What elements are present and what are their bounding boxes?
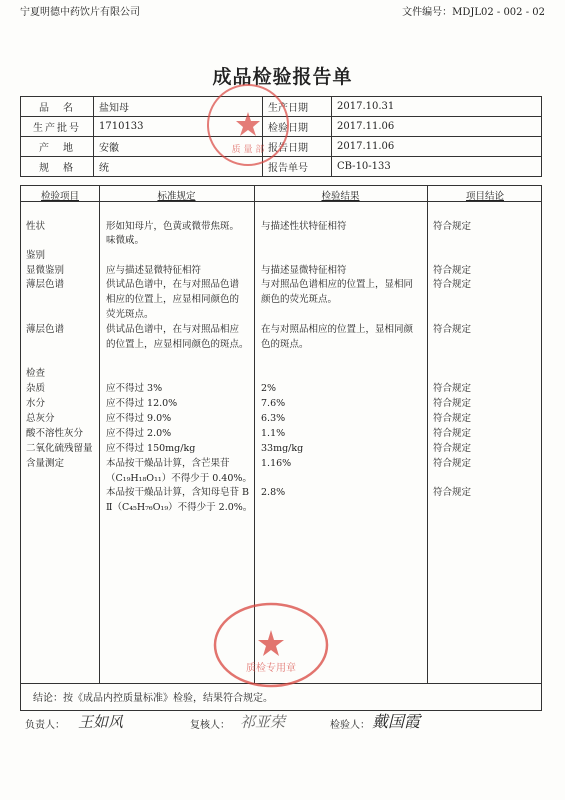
standard-text: 应不得过 150mg/kg (106, 443, 196, 454)
column-header-item: 检验项目 (40, 191, 79, 202)
result-text: 色的斑点。 (261, 339, 309, 350)
test-date-value: 2017.11.06 (332, 117, 542, 137)
result-text: 颜色的荧光斑点。 (261, 294, 338, 305)
inspector-label: 检验人： (330, 720, 370, 731)
result-text: 2.8% (261, 487, 286, 498)
result-text: 6.3% (261, 413, 286, 424)
section-heading: 鉴别 (26, 250, 46, 261)
company-name: 宁夏明德中药饮片有限公司 (20, 7, 140, 18)
item-name: 二氧化硫残留量 (26, 443, 93, 454)
column-divider (99, 186, 100, 684)
document-number: 文件编号：MDJL02 - 002 - 02 (402, 7, 545, 18)
column-divider (427, 186, 428, 684)
conclusion-text: 符合规定 (433, 443, 472, 454)
batch-value: 1710133 (94, 117, 263, 137)
conclusion-text: 符合规定 (433, 413, 472, 424)
standard-text: 应不得过 2.0% (106, 428, 172, 439)
origin-value: 安徽 (94, 137, 263, 157)
conclusion-text: 符合规定 (433, 428, 472, 439)
conclusion-text-line: 结论：按《成品内控质量标准》检验，结果符合规定。 (33, 693, 273, 704)
standard-text: 味微咸。 (106, 235, 145, 246)
standard-text: 应与描述显微特征相符 (106, 265, 202, 276)
responsible-person-signature: 王如风 (78, 713, 124, 731)
spec-value: 统 (94, 157, 263, 177)
production-date-value: 2017.10.31 (332, 97, 542, 117)
standard-text: Ⅱ（C₄₅H₇₆O₁₉）不得少于 2.0%。 (106, 502, 253, 513)
report-number-value: CB-10-133 (332, 157, 542, 177)
quality-dept-stamp (205, 82, 291, 168)
origin-label: 产 地 (21, 137, 94, 157)
result-text: 与对照品色谱相应的位置上，显相同 (261, 279, 414, 290)
svg-text:质检专用章: 质检专用章 (246, 663, 296, 674)
standard-text: 荧光斑点。 (106, 309, 154, 320)
item-name: 性状 (26, 221, 46, 232)
conclusion-text: 符合规定 (433, 279, 472, 290)
item-name: 显微鉴别 (26, 265, 65, 276)
conclusion-text: 符合规定 (433, 324, 472, 335)
standard-text: 本品按干燥品计算，含芒果苷 (106, 458, 230, 469)
standard-text: 形如知母片，色黄或微带焦斑。 (106, 221, 240, 232)
standard-text: 本品按干燥品计算，含知母皂苷 B (106, 487, 250, 498)
column-header-conclusion: 项目结论 (465, 191, 504, 202)
standard-text: （C₁₉H₁₈O₁₁）不得少于 0.40%。 (106, 473, 252, 484)
conclusion-text: 符合规定 (433, 398, 472, 409)
item-name: 薄层色谱 (26, 324, 65, 335)
report-date-label: 报告日期 (263, 137, 332, 157)
item-name: 杂质 (26, 383, 46, 394)
conclusion-text: 符合规定 (433, 383, 472, 394)
section-heading: 检查 (26, 368, 46, 379)
result-text: 1.16% (261, 458, 292, 469)
report-date-value: 2017.11.06 (332, 137, 542, 157)
column-header-result: 检验结果 (321, 191, 360, 202)
product-label: 品 名 (21, 97, 94, 117)
item-name: 薄层色谱 (26, 279, 65, 290)
result-text: 在与对照品相应的位置上，显相同颜 (261, 324, 414, 335)
conclusion-text: 符合规定 (433, 458, 472, 469)
svg-text:质 量 部: 质 量 部 (231, 145, 265, 155)
item-name: 总灰分 (26, 413, 55, 424)
product-value: 盐知母 (94, 97, 263, 117)
item-name: 水分 (26, 398, 46, 409)
page-header (0, 0, 565, 22)
result-text: 1.1% (261, 428, 286, 439)
report-number-label: 报告单号 (263, 157, 332, 177)
standard-text: 应不得过 12.0% (106, 398, 178, 409)
result-text: 33mg/kg (261, 443, 304, 454)
standard-text: 供试品色谱中，在与对照品色谱 (106, 279, 240, 290)
item-name: 含量测定 (26, 458, 65, 469)
standard-text: 相应的位置上，应显相同颜色的 (106, 294, 240, 305)
test-date-label: 检验日期 (263, 117, 332, 137)
reviewer-signature: 祁亚荣 (240, 713, 286, 731)
standard-text: 的位置上，应显相同颜色的斑点。 (106, 339, 249, 350)
responsible-person-label: 负责人： (25, 720, 65, 731)
result-text: 2% (261, 383, 277, 394)
item-name: 酸不溶性灰分 (26, 428, 84, 439)
inspector-signature: 戴国霞 (372, 712, 421, 731)
standard-text: 应不得过 3% (106, 383, 163, 394)
result-text: 与描述性状特征相符 (261, 221, 347, 232)
conclusion-text: 符合规定 (433, 487, 472, 498)
standard-text: 供试品色谱中，在与对照品相应 (106, 324, 240, 335)
result-text: 7.6% (261, 398, 286, 409)
reviewer-label: 复核人： (190, 720, 230, 731)
report-title: 成品检验报告单 (212, 66, 353, 88)
column-header-standard: 标准规定 (157, 191, 196, 202)
result-text: 与描述显微特征相符 (261, 265, 347, 276)
conclusion-text: 符合规定 (433, 265, 472, 276)
production-date-label: 生产日期 (263, 97, 332, 117)
batch-label: 生产批号 (21, 117, 94, 137)
quality-inspection-seal (212, 600, 330, 690)
spec-label: 规 格 (21, 157, 94, 177)
conclusion-text: 符合规定 (433, 221, 472, 232)
standard-text: 应不得过 9.0% (106, 413, 172, 424)
